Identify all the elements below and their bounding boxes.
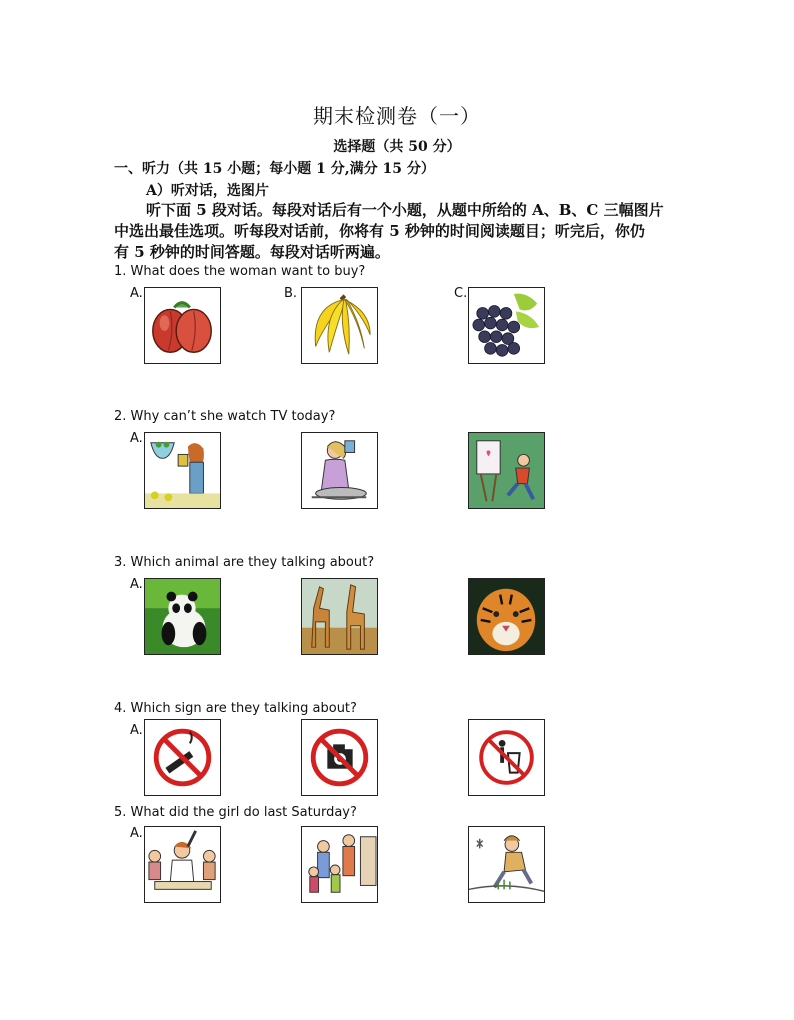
washing-dishes-icon (302, 433, 377, 508)
option-c-image[interactable] (468, 578, 545, 655)
peaches-icon (145, 288, 220, 363)
option-label-a: A. (130, 431, 143, 446)
option-label-a: A. (130, 723, 143, 738)
option-c-image[interactable] (468, 432, 545, 509)
grapes-icon (469, 288, 544, 363)
option-a-image[interactable] (144, 578, 221, 655)
panda-icon (145, 579, 220, 654)
option-b-image[interactable] (301, 432, 378, 509)
option-b-image[interactable] (301, 578, 378, 655)
family-icon (302, 827, 377, 902)
question-4: 4. Which sign are they talking about? (114, 701, 357, 716)
option-b-image[interactable] (301, 287, 378, 364)
watering-plants-icon (145, 433, 220, 508)
option-c-image[interactable] (468, 719, 545, 796)
option-c-image[interactable] (468, 826, 545, 903)
question-3: 3. Which animal are they talking about? (114, 555, 375, 570)
option-b-image[interactable] (301, 826, 378, 903)
subtitle: 选择题（共 50 分） (333, 139, 461, 155)
no-smoking-sign-icon (145, 720, 220, 795)
option-a-image[interactable] (144, 719, 221, 796)
option-label-a: A. (130, 577, 143, 592)
tiger-icon (469, 579, 544, 654)
question-2: 2. Why can’t she watch TV today? (114, 409, 336, 424)
instruction-line-3: 有 5 秒钟的时间答题。每段对话听两遍。 (114, 243, 390, 261)
option-label-b: B. (284, 286, 298, 301)
painting-icon (469, 433, 544, 508)
part-heading: A）听对话，选图片 (146, 183, 269, 199)
no-littering-sign-icon (469, 720, 544, 795)
classroom-icon (145, 827, 220, 902)
instruction-line-1: 听下面 5 段对话。每段对话后有一个小题，从题中所给的 A、B、C 三幅图片 (146, 201, 664, 219)
question-5: 5. What did the girl do last Saturday? (114, 805, 357, 820)
option-a-image[interactable] (144, 826, 221, 903)
option-a-image[interactable] (144, 432, 221, 509)
option-label-a: A. (130, 286, 143, 301)
option-c-image[interactable] (468, 287, 545, 364)
option-b-image[interactable] (301, 719, 378, 796)
option-label-a: A. (130, 826, 143, 841)
no-photography-sign-icon (302, 720, 377, 795)
question-1: 1. What does the woman want to buy? (114, 264, 366, 279)
option-a-image[interactable] (144, 287, 221, 364)
section-heading: 一、听力（共 15 小题；每小题 1 分,满分 15 分） (114, 161, 435, 177)
instruction-line-2: 中选出最佳选项。听每段对话前，你将有 5 秒钟的时间阅读题目；听完后，你仍 (114, 222, 645, 240)
option-label-c: C. (454, 286, 468, 301)
planting-icon (469, 827, 544, 902)
bananas-icon (302, 288, 377, 363)
page-title: 期末检测卷（一） (313, 104, 481, 128)
giraffes-icon (302, 579, 377, 654)
